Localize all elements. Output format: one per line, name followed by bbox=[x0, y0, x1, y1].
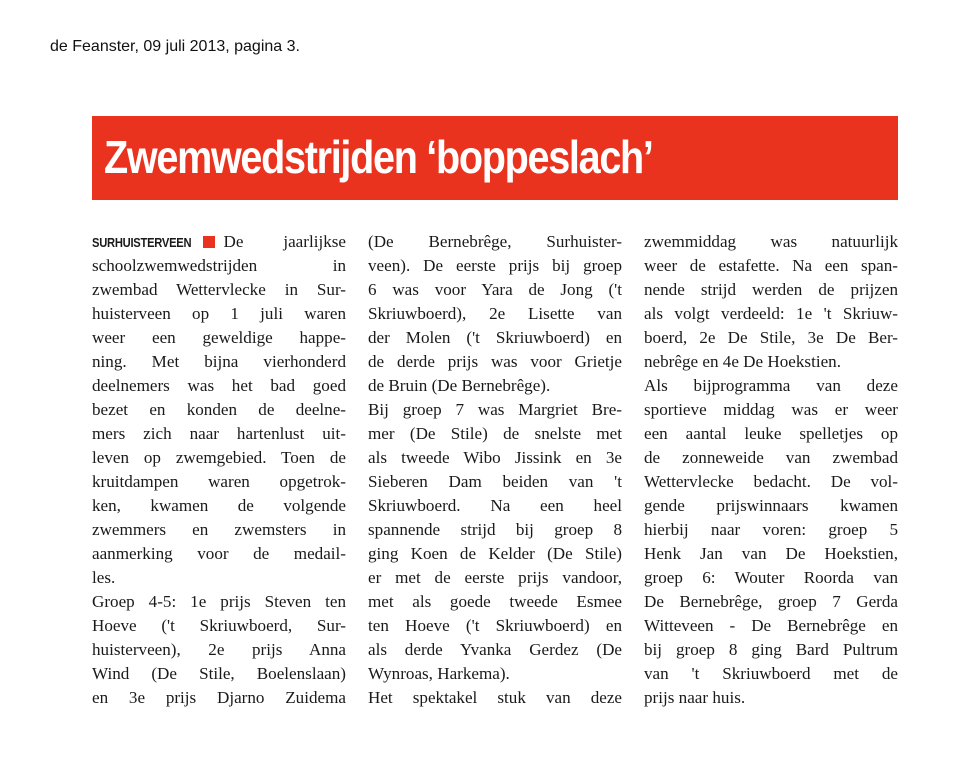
article-line: huisterveen), 2e prijs Anna bbox=[92, 640, 346, 659]
article-line: Wind (De Stile, Boelenslaan) bbox=[92, 664, 346, 683]
article-line: De Bernebrêge, groep 7 Gerda bbox=[644, 592, 898, 611]
article-line: met als goede tweede Esmee bbox=[368, 592, 622, 611]
dateline: SURHUISTERVEEN bbox=[92, 235, 192, 250]
article-line: Henk Jan van De Hoekstien, bbox=[644, 544, 898, 563]
article-column-1 bbox=[92, 230, 346, 710]
article-line: veen). De eerste prijs bij groep bbox=[368, 256, 622, 275]
article-line: bij groep 8 ging Bard Pultrum bbox=[644, 640, 898, 659]
article-line: gende prijswinnaars kwamen bbox=[644, 496, 898, 515]
article-line: kruitdampen waren opgetrok- bbox=[92, 472, 346, 491]
article-line: er met de eerste prijs vandoor, bbox=[368, 568, 622, 587]
article-line: de zonneweide van zwembad bbox=[644, 448, 898, 467]
article-line: boerd, 2e De Stile, 3e De Ber- bbox=[644, 328, 898, 347]
article-line: Wettervlecke bedacht. De vol- bbox=[644, 472, 898, 491]
article-line: een aantal leuke spelletjes op bbox=[644, 424, 898, 443]
article-line: ken, kwamen de volgende bbox=[92, 496, 346, 515]
article-line: leven op zwemgebied. Toen de bbox=[92, 448, 346, 467]
article-column-3 bbox=[644, 230, 898, 710]
first-line-text: De jaarlijkse bbox=[223, 232, 346, 251]
article-line: Skriuwboerd. Na een heel bbox=[368, 496, 622, 515]
article-line: ning. Met bijna vierhonderd bbox=[92, 352, 346, 371]
article-line: spannende strijd bij groep 8 bbox=[368, 520, 622, 539]
article-line: als tweede Wibo Jissink en 3e bbox=[368, 448, 622, 467]
article-line: mers zich naar hartenlust uit- bbox=[92, 424, 346, 443]
article-line: en 3e prijs Djarno Zuidema bbox=[92, 688, 346, 707]
article-line: van 't Skriuwboerd met de bbox=[644, 664, 898, 683]
article-line: Bij groep 7 was Margriet Bre- bbox=[368, 400, 622, 419]
article-line: les. bbox=[92, 568, 116, 587]
article-line: zwembad Wettervlecke in Sur- bbox=[92, 280, 346, 299]
article-first-line bbox=[92, 230, 346, 254]
article-line: nende strijd werden de prijzen bbox=[644, 280, 898, 299]
source-citation: de Feanster, 09 juli 2013, pagina 3. bbox=[50, 38, 300, 55]
article-line: als volgt verdeeld: 1e 't Skriuw- bbox=[644, 304, 898, 323]
article-line: groep 6: Wouter Roorda van bbox=[644, 568, 898, 587]
article-line: weer de estafette. Na een span- bbox=[644, 256, 898, 275]
article-line: prijs naar huis. bbox=[644, 688, 746, 707]
article-line: hierbij naar voren: groep 5 bbox=[644, 520, 898, 539]
article-line: 6 was voor Yara de Jong ('t bbox=[368, 280, 622, 299]
article-line: Als bijprogramma van deze bbox=[644, 376, 898, 395]
article-line: zwemmiddag was natuurlijk bbox=[644, 232, 898, 251]
article-line: Skriuwboerd), 2e Lisette van bbox=[368, 304, 622, 323]
article-line: aanmerking voor de medail- bbox=[92, 544, 346, 563]
article-line: bezet en konden de deelne- bbox=[92, 400, 346, 419]
article-line: huisterveen op 1 juli waren bbox=[92, 304, 346, 323]
article-line: de Bruin (De Bernebrêge). bbox=[368, 376, 551, 395]
article-line: nebrêge en 4e De Hoekstien. bbox=[644, 352, 841, 371]
article-line: als derde Yvanka Gerdez (De bbox=[368, 640, 622, 659]
article-line: weer een geweldige happe- bbox=[92, 328, 346, 347]
article-line: deelnemers was het bad goed bbox=[92, 376, 346, 395]
article-line: Hoeve ('t Skriuwboerd, Sur- bbox=[92, 616, 346, 635]
article-line: mer (De Stile) de snelste met bbox=[368, 424, 622, 443]
article-line: Het spektakel stuk van deze bbox=[368, 688, 622, 707]
headline-banner bbox=[92, 116, 898, 200]
article-line: Sieberen Dam beiden van 't bbox=[368, 472, 622, 491]
article-line: sportieve middag was er weer bbox=[644, 400, 898, 419]
article-headline: Zwemwedstrijden ‘boppeslach’ bbox=[104, 131, 653, 183]
article-line: der Molen ('t Skriuwboerd) en bbox=[368, 328, 622, 347]
article-line: ten Hoeve ('t Skriuwboerd) en bbox=[368, 616, 622, 635]
article-column-2 bbox=[368, 230, 622, 710]
article-line: zwemmers en zwemsters in bbox=[92, 520, 346, 539]
article-line: schoolzwemwedstrijden in bbox=[92, 256, 346, 275]
red-square-marker bbox=[203, 236, 215, 248]
article-line: (De Bernebrêge, Surhuister- bbox=[368, 232, 622, 251]
article-line: Groep 4-5: 1e prijs Steven ten bbox=[92, 592, 346, 611]
article-line: Wynroas, Harkema). bbox=[368, 664, 510, 683]
article-line: ging Koen de Kelder (De Stile) bbox=[368, 544, 622, 563]
article-line: de derde prijs was voor Grietje bbox=[368, 352, 622, 371]
article-line: Witteveen - De Bernebrêge en bbox=[644, 616, 898, 635]
